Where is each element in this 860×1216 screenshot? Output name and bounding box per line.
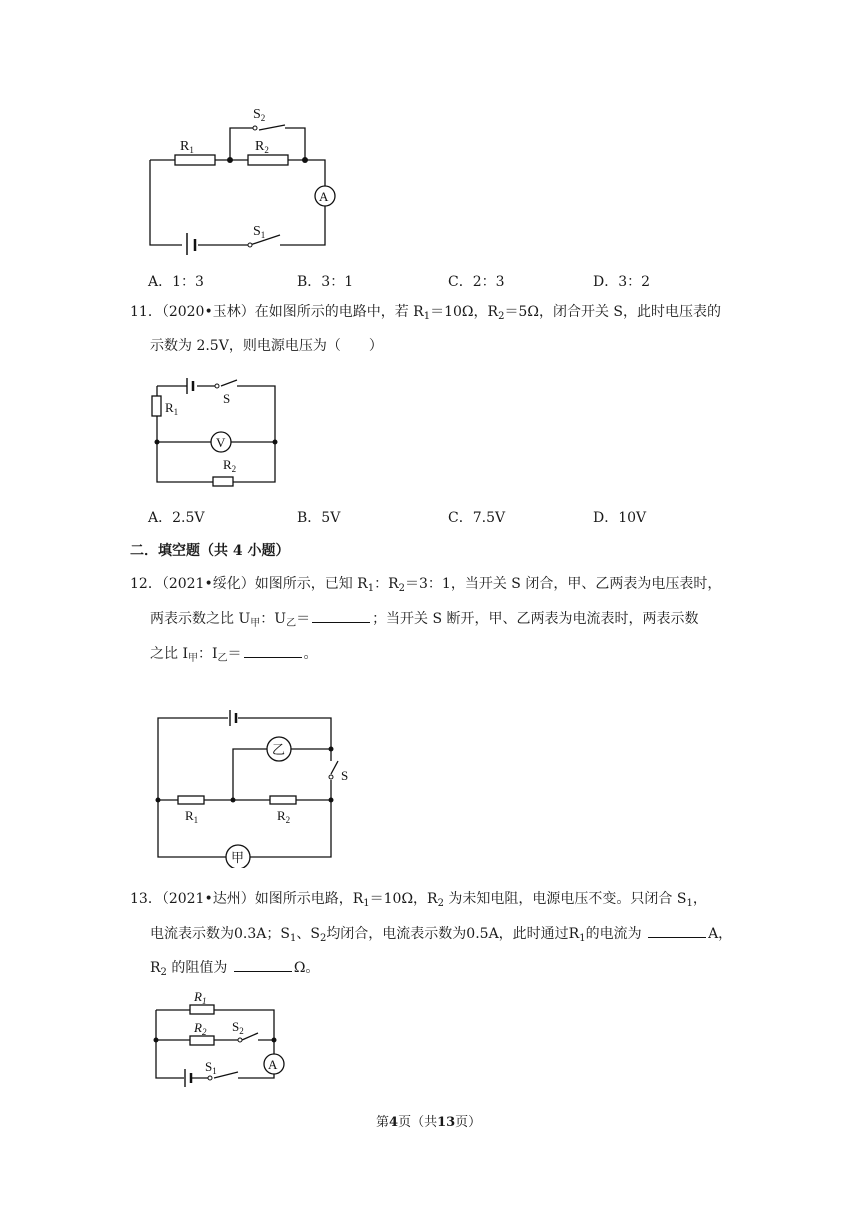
q12-stem-line1: 12．（2021•绥化）如图所示，已知 $R_1$：$R_2=3$：1，当开关 S 闭合，甲、乙两表为电压表时， bbox=[130, 576, 722, 594]
q12-meter-jia-label: 甲 bbox=[231, 850, 245, 865]
q10-option-b: B．3：1 bbox=[297, 274, 354, 290]
q13-stem-line3: $R_2$ 的阻值为 Ω。 bbox=[150, 960, 320, 978]
q13-r1-resistor bbox=[190, 1005, 214, 1014]
q13-s2-label: $S_2$ bbox=[232, 1019, 244, 1036]
q13-r2-resistor bbox=[190, 1036, 214, 1045]
q10-option-c: C．2：3 bbox=[448, 274, 505, 290]
q11-r2-resistor bbox=[213, 477, 233, 486]
q12-blank-2[interactable] bbox=[244, 645, 302, 658]
q13-stem-line2: 电流表示数为0.3A；$S_1$、$S_2$均闭合，电流表示数为0.5A，此时通过$R_1$的电流为 A， bbox=[150, 926, 733, 944]
q11-option-a: A．2.5V bbox=[148, 510, 205, 526]
page-footer: 第4页（共13页） bbox=[376, 1115, 482, 1130]
q11-stem-line1: 11．（2020•玉林）在如图所示的电路中，若 $R_1=10\Omega$，$R_2=5\Omega$，闭合开关 S，此时电压表的 bbox=[130, 304, 721, 322]
q12-r2-label: $R_2$ bbox=[277, 808, 291, 825]
q11-r1-resistor bbox=[152, 396, 161, 416]
q13-r2-label: $R_2$ bbox=[194, 1020, 207, 1037]
q10-circuit-diagram bbox=[140, 100, 350, 255]
q11-voltmeter-label: V bbox=[216, 435, 226, 450]
q13-blank-1[interactable] bbox=[648, 925, 706, 938]
q13-r1-label: $R_1$ bbox=[194, 989, 207, 1006]
q10-s2-label: $S_2$ bbox=[253, 107, 266, 123]
q10-s1-label: $S_1$ bbox=[253, 224, 266, 240]
q10-option-a: A．1：3 bbox=[148, 274, 204, 290]
q11-option-c: C．7.5V bbox=[448, 510, 506, 526]
q13-circuit-diagram bbox=[148, 985, 298, 1090]
q13-stem-line1: 13．（2021•达州）如图所示电路，$R_1=10\Omega$，$R_2$ 为未知电阻，电源电压不变。只闭合 $S_1$， bbox=[130, 891, 707, 909]
q12-circuit-diagram bbox=[148, 706, 358, 868]
q10-r2-resistor bbox=[248, 155, 288, 165]
q11-option-b: B．5V bbox=[297, 510, 341, 526]
q12-blank-1[interactable] bbox=[312, 610, 370, 623]
q11-r2-label: $R_2$ bbox=[223, 457, 237, 474]
q12-meter-yi-label: 乙 bbox=[272, 742, 286, 757]
section-title: 二．填空题（共 4 小题） bbox=[130, 543, 290, 559]
q13-s1-label: $S_1$ bbox=[205, 1059, 217, 1076]
q10-r1-resistor bbox=[175, 155, 215, 165]
q12-r1-resistor bbox=[178, 796, 204, 804]
q10-r2-label: $R_2$ bbox=[255, 139, 269, 155]
q12-stem-line2: 两表示数之比 $U_甲$：$U_乙=$ ；当开关 S 断开，甲、乙两表为电流表时，两表示数 bbox=[150, 611, 699, 629]
q12-r2-resistor bbox=[270, 796, 296, 804]
q10-ammeter-label: A bbox=[319, 189, 329, 204]
q12-r1-label: $R_1$ bbox=[185, 808, 199, 825]
q11-switch-label: S bbox=[223, 391, 231, 406]
q12-stem-line3: 之比 $I_甲$：$I_乙=$ 。 bbox=[150, 646, 318, 664]
q11-option-d: D．10V bbox=[593, 510, 647, 526]
q10-r1-label: $R_1$ bbox=[180, 139, 194, 155]
q10-option-d: D．3：2 bbox=[593, 274, 651, 290]
q13-blank-2[interactable] bbox=[234, 959, 292, 972]
q11-stem-line2: 示数为 2.5V，则电源电压为（ ） bbox=[150, 338, 383, 354]
q13-ammeter-label: A bbox=[268, 1057, 278, 1072]
q12-switch-label: S bbox=[341, 768, 349, 783]
q11-r1-label: $R_1$ bbox=[165, 400, 179, 417]
q11-circuit-diagram bbox=[145, 372, 290, 490]
